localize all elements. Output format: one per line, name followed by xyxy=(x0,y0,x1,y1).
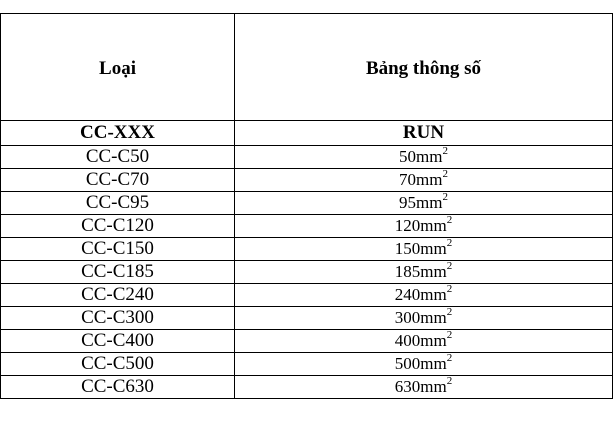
spec-value: 70 xyxy=(399,170,417,189)
spec-unit-exponent: 2 xyxy=(442,145,448,157)
cell-type: CC-C95 xyxy=(1,192,235,215)
cell-spec xyxy=(235,284,613,307)
cell-spec xyxy=(235,261,613,284)
table-row xyxy=(1,307,613,330)
spec-unit: mm xyxy=(420,285,447,304)
table-row xyxy=(1,330,613,353)
subheader-spec: RUN xyxy=(235,121,613,146)
spec-unit: mm xyxy=(416,193,443,212)
cell-spec xyxy=(235,169,613,192)
table-row xyxy=(1,169,613,192)
cell-type: CC-C50 xyxy=(1,146,235,169)
table-row xyxy=(1,284,613,307)
table-subheader-row xyxy=(1,121,613,146)
table-row xyxy=(1,376,613,399)
spec-unit: mm xyxy=(420,262,447,281)
cell-spec xyxy=(235,376,613,399)
cell-type: CC-C120 xyxy=(1,215,235,238)
spec-unit-exponent: 2 xyxy=(446,237,453,249)
spec-unit: mm xyxy=(420,377,447,396)
spec-unit-exponent: 2 xyxy=(446,214,453,226)
spec-value: 120 xyxy=(394,216,421,235)
subheader-type: CC-XXX xyxy=(1,121,235,146)
cell-spec xyxy=(235,330,613,353)
table-row xyxy=(1,353,613,376)
table-header-row xyxy=(1,14,613,121)
spec-unit: mm xyxy=(420,331,447,350)
spec-unit: mm xyxy=(420,239,447,258)
table-row xyxy=(1,238,613,261)
spec-unit: mm xyxy=(416,170,443,189)
cell-type: CC-C70 xyxy=(1,169,235,192)
cell-type: CC-C400 xyxy=(1,330,235,353)
cell-spec xyxy=(235,192,613,215)
cell-type: CC-C185 xyxy=(1,261,235,284)
column-header-spec: Bảng thông số xyxy=(235,14,613,121)
spec-value: 500 xyxy=(394,354,421,373)
cell-type: CC-C240 xyxy=(1,284,235,307)
spec-unit: mm xyxy=(420,216,447,235)
spec-unit: mm xyxy=(420,354,447,373)
table-row xyxy=(1,261,613,284)
column-header-type: Loại xyxy=(1,14,235,121)
spec-value: 150 xyxy=(394,239,421,258)
spec-value: 50 xyxy=(399,147,417,166)
spec-value: 240 xyxy=(394,285,421,304)
table-row xyxy=(1,215,613,238)
cell-spec xyxy=(235,146,613,169)
cell-type: CC-C630 xyxy=(1,376,235,399)
spec-table xyxy=(0,13,613,399)
cell-type: CC-C150 xyxy=(1,238,235,261)
cell-spec xyxy=(235,238,613,261)
spec-unit-exponent: 2 xyxy=(442,168,448,180)
cell-type: CC-C500 xyxy=(1,353,235,376)
cell-spec xyxy=(235,353,613,376)
spec-value: 630 xyxy=(394,377,421,396)
spec-value: 400 xyxy=(394,331,421,350)
table-row xyxy=(1,146,613,169)
spec-unit-exponent: 2 xyxy=(442,191,448,203)
spec-unit-exponent: 2 xyxy=(446,260,453,272)
spec-unit-exponent: 2 xyxy=(446,329,453,341)
cell-type: CC-C300 xyxy=(1,307,235,330)
cell-spec xyxy=(235,307,613,330)
spec-value: 185 xyxy=(394,262,421,281)
spec-unit-exponent: 2 xyxy=(446,283,453,295)
spec-unit-exponent: 2 xyxy=(446,352,453,364)
spec-unit-exponent: 2 xyxy=(446,306,453,318)
spec-unit: mm xyxy=(420,308,447,327)
table-row xyxy=(1,192,613,215)
cell-spec xyxy=(235,215,613,238)
spec-unit: mm xyxy=(416,147,443,166)
spec-unit-exponent: 2 xyxy=(446,375,453,387)
spec-value: 95 xyxy=(399,193,417,212)
spec-value: 300 xyxy=(394,308,421,327)
